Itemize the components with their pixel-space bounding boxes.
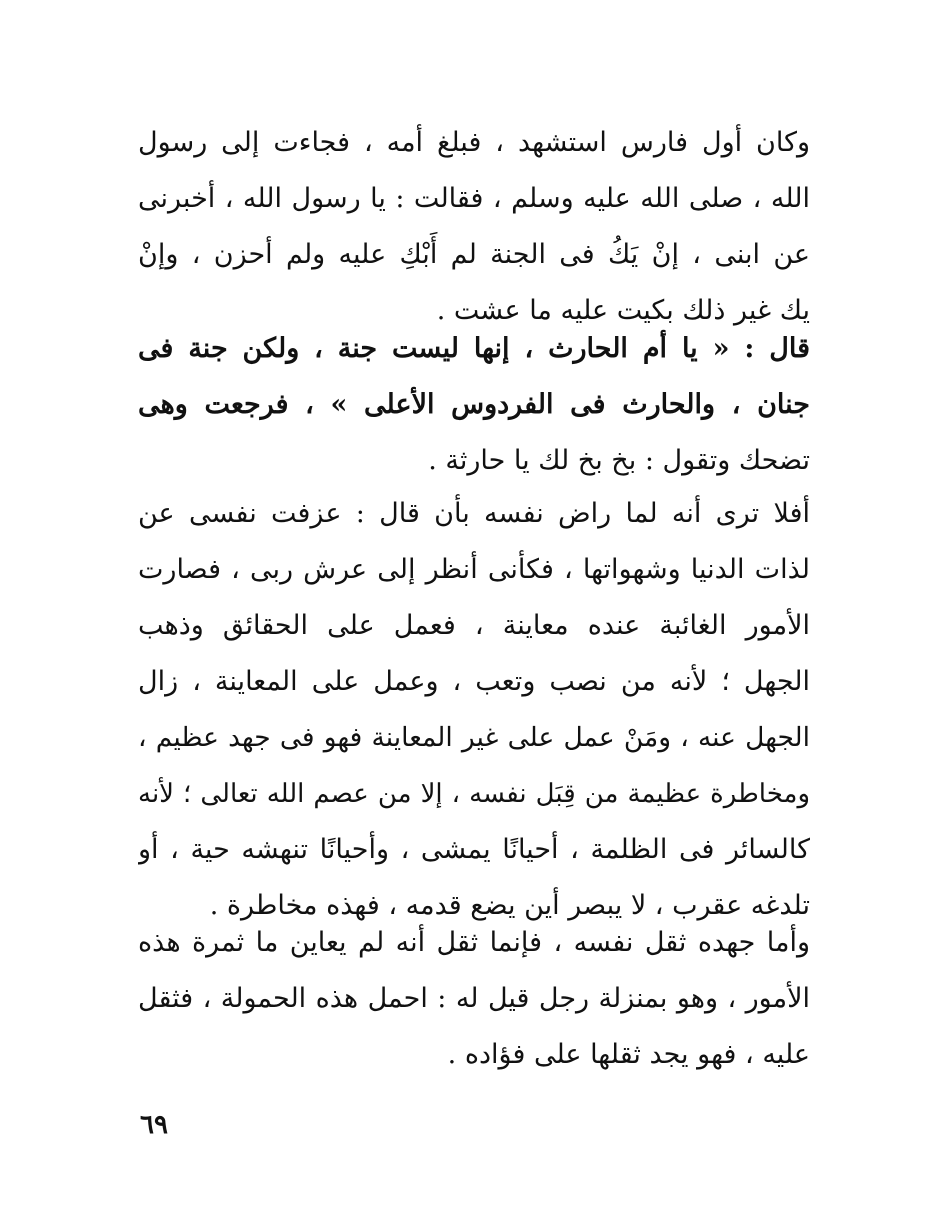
paragraph-1	[138, 115, 810, 339]
text-line: الأمور ، وهو بمنزلة رجل قيل له : احمل هذه الحمولة ، فثقل	[138, 983, 810, 1014]
text-line: الجهل ؛ لأنه من نصب وتعب ، وعمل على المعاينة ، زال	[138, 666, 810, 697]
text-line: تضحك وتقول : بخ بخ لك يا حارثة .	[428, 445, 810, 476]
text-line: قال : « يا أم الحارث ، إنها ليست جنة ، ولكن جنة فى	[138, 333, 810, 364]
text-line: جنان ، والحارث فى الفردوس الأعلى » ، فرجعت وهى	[138, 389, 810, 420]
text-line: الأمور الغائبة عنده معاينة ، فعمل على الحقائق وذهب	[138, 610, 810, 641]
page-number: ٦٩	[140, 1110, 168, 1140]
text-line: عليه ، فهو يجد ثقلها على فؤاده .	[447, 1039, 810, 1070]
text-line: يك غير ذلك بكيت عليه ما عشت .	[436, 295, 810, 326]
text-line: عن ابنى ، إنْ يَكُ فى الجنة لم أَبْكِ عليه ولم أحزن ، وإنْ	[138, 239, 810, 270]
text-line: الله ، صلى الله عليه وسلم ، فقالت : يا رسول الله ، أخبرنى	[138, 183, 810, 214]
text-line: أفلا ترى أنه لما راض نفسه بأن قال : عزفت نفسى عن	[138, 498, 810, 529]
text-line: وأما جهده ثقل نفسه ، فإنما ثقل أنه لم يعاين ما ثمرة هذه	[138, 927, 810, 958]
text-line: ومخاطرة عظيمة من قِبَل نفسه ، إلا من عصم الله تعالى ؛ لأنه	[138, 779, 810, 809]
text-line: الجهل عنه ، ومَنْ عمل على غير المعاينة فهو فى جهد عظيم ،	[138, 722, 810, 753]
paragraph-4	[138, 915, 810, 1083]
text-line: لذات الدنيا وشهواتها ، فكأنى أنظر إلى عرش ربى ، فصارت	[138, 554, 810, 585]
text-line: وكان أول فارس استشهد ، فبلغ أمه ، فجاءت إلى رسول	[138, 127, 810, 158]
paragraph-2	[138, 321, 810, 489]
text-line: كالسائر فى الظلمة ، أحيانًا يمشى ، وأحيانًا تنهشه حية ، أو	[138, 834, 810, 865]
text-line: تلدغه عقرب ، لا يبصر أين يضع قدمه ، فهذه مخاطرة .	[209, 890, 810, 921]
paragraph-3	[138, 486, 810, 934]
